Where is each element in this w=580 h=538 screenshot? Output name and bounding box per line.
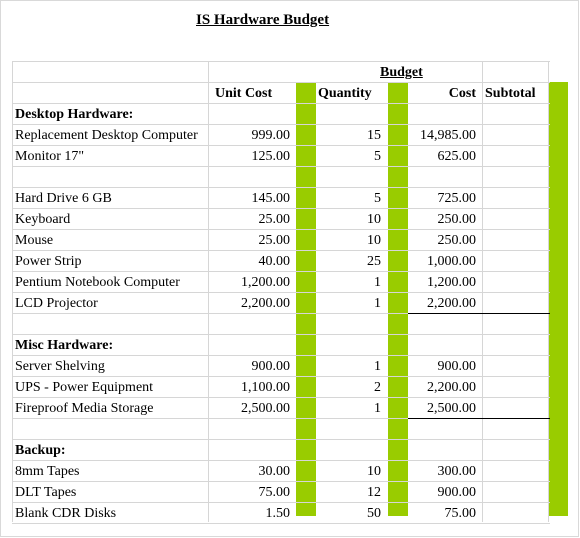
quantity-cell: 1 — [374, 296, 381, 311]
item-name: Blank CDR Disks — [15, 506, 117, 521]
subtotal-rule — [408, 313, 550, 314]
unit-cost-cell: 25.00 — [258, 212, 290, 227]
item-name: UPS - Power Equipment — [15, 380, 154, 395]
cost-cell: 75.00 — [444, 506, 476, 521]
section-heading: Desktop Hardware: — [15, 107, 134, 122]
quantity-cell: 10 — [367, 464, 381, 479]
quantity-cell — [316, 167, 381, 188]
subtotal-header: Subtotal — [485, 86, 536, 101]
item-name: Server Shelving — [15, 359, 105, 374]
unit-cost-cell: 25.00 — [258, 233, 290, 248]
unit-cost-cell: 1,200.00 — [241, 275, 290, 290]
cost-cell: 1,000.00 — [427, 254, 476, 269]
section-heading: Backup: — [15, 443, 66, 458]
quantity-cell: 1 — [374, 275, 381, 290]
unit-cost-header: Unit Cost — [215, 86, 273, 101]
item-name: Monitor 17" — [15, 149, 85, 164]
cost-cell: 1,200.00 — [427, 275, 476, 290]
unit-cost-cell — [208, 167, 290, 188]
item-name: DLT Tapes — [15, 485, 77, 500]
unit-cost-cell: 2,200.00 — [241, 296, 290, 311]
cost-cell: 14,985.00 — [420, 128, 476, 143]
section-heading: Misc Hardware: — [15, 338, 114, 353]
item-name: Mouse — [15, 233, 54, 248]
cost-cell: 250.00 — [437, 212, 476, 227]
quantity-header: Quantity — [318, 86, 372, 101]
quantity-cell: 1 — [374, 401, 381, 416]
item-name: Pentium Notebook Computer — [15, 275, 180, 290]
cost-cell — [408, 167, 476, 188]
quantity-highlight-column — [296, 82, 316, 516]
quantity-cell: 12 — [367, 485, 381, 500]
grid-hline — [12, 439, 550, 440]
unit-cost-cell: 1.50 — [265, 506, 290, 521]
cost-cell: 2,500.00 — [427, 401, 476, 416]
item-name: Hard Drive 6 GB — [15, 191, 112, 206]
cost-cell: 300.00 — [437, 464, 476, 479]
unit-cost-cell: 75.00 — [258, 485, 290, 500]
quantity-cell: 5 — [374, 149, 381, 164]
quantity-cell: 25 — [367, 254, 381, 269]
cost-highlight-column — [388, 82, 408, 516]
quantity-cell: 5 — [374, 191, 381, 206]
cost-cell: 250.00 — [437, 233, 476, 248]
cost-cell: 2,200.00 — [427, 380, 476, 395]
item-name: Keyboard — [15, 212, 71, 227]
quantity-cell: 2 — [374, 380, 381, 395]
item-name: Fireproof Media Storage — [15, 401, 154, 416]
budget-header: Budget — [380, 65, 423, 80]
item-name: 8mm Tapes — [15, 464, 80, 479]
subtotal-rule — [408, 418, 550, 419]
item-name: LCD Projector — [15, 296, 98, 311]
quantity-cell: 10 — [367, 212, 381, 227]
item-name: Replacement Desktop Computer — [15, 128, 198, 143]
unit-cost-cell: 2,500.00 — [241, 401, 290, 416]
unit-cost-cell: 1,100.00 — [241, 380, 290, 395]
quantity-cell: 15 — [367, 128, 381, 143]
unit-cost-cell: 125.00 — [251, 149, 290, 164]
cost-cell: 900.00 — [437, 485, 476, 500]
quantity-cell: 50 — [367, 506, 381, 521]
cost-cell: 625.00 — [437, 149, 476, 164]
unit-cost-cell: 999.00 — [251, 128, 290, 143]
subtotal-highlight-column — [548, 82, 568, 516]
cost-cell: 900.00 — [437, 359, 476, 374]
cost-cell: 725.00 — [437, 191, 476, 206]
grid-hline — [12, 61, 550, 62]
page-title: IS Hardware Budget — [196, 12, 330, 28]
unit-cost-cell: 145.00 — [251, 191, 290, 206]
unit-cost-cell: 900.00 — [251, 359, 290, 374]
quantity-cell: 10 — [367, 233, 381, 248]
unit-cost-cell: 40.00 — [258, 254, 290, 269]
item-name: Power Strip — [15, 254, 82, 269]
cost-header: Cost — [448, 86, 476, 101]
unit-cost-cell: 30.00 — [258, 464, 290, 479]
cost-cell: 2,200.00 — [427, 296, 476, 311]
quantity-cell: 1 — [374, 359, 381, 374]
